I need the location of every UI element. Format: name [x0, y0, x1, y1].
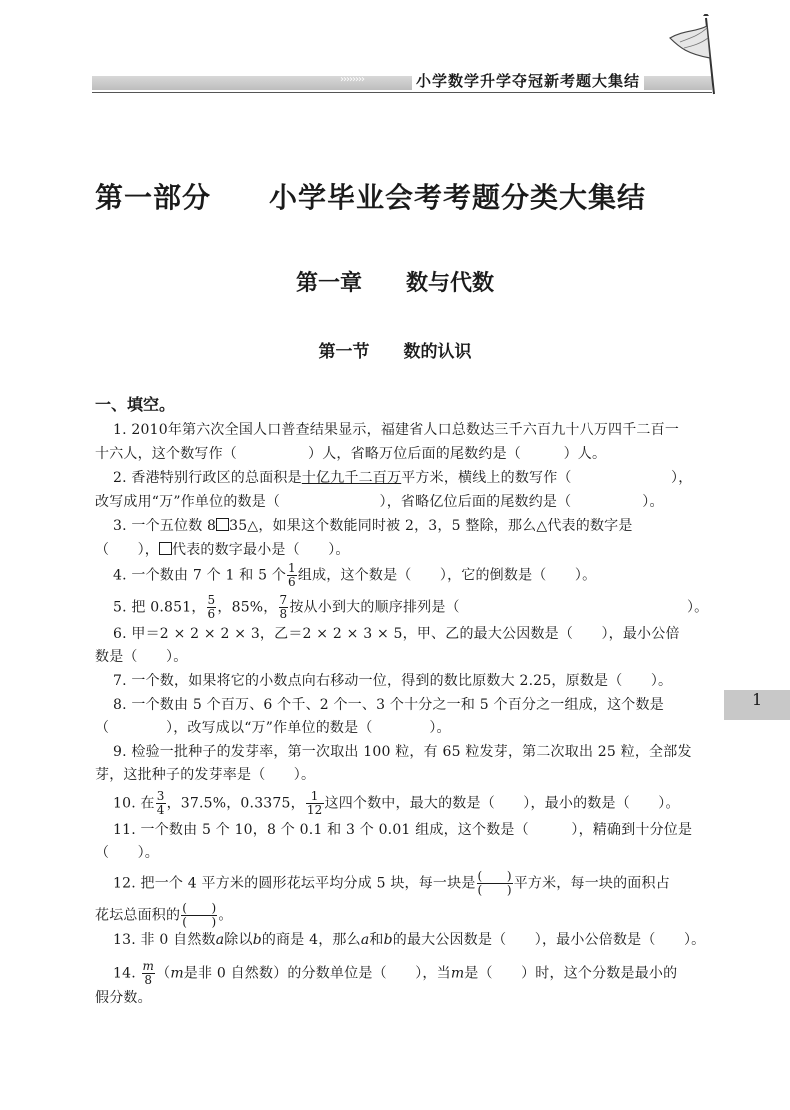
- question-2-line-2: 改写成用“万”作单位的数是（ ），省略亿位后面的尾数约是（ ）。: [95, 494, 664, 510]
- question-9-line-1: 9. 检验一批种子的发芽率，第一次取出 100 粒，有 65 粒发芽，第二次取出 25 粒，全部发: [113, 744, 692, 760]
- question-3-line-2: （ ）， 代表的数字最小是（ ）。: [95, 542, 350, 558]
- question-14-line-1: 14. $\frac{m}{8}$ （m是非 0 自然数）的分数单位是（ ），当m是（ ）时，这个分数是最小的: [113, 959, 678, 987]
- question-6-line-1: 6. 甲＝2 × 2 × 2 × 3，乙＝2 × 2 × 3 × 5，甲、乙的最大公因数是（ ），最小公倍: [113, 626, 680, 642]
- header-rule: [92, 92, 712, 93]
- fraction: $\frac{m}{8}$: [142, 959, 155, 987]
- blank-fraction: $\frac{( )}{( )}$: [477, 869, 512, 897]
- blank-fraction: $\frac{( )}{( )}$: [182, 901, 217, 929]
- page-number: 1: [752, 690, 763, 709]
- blank-box-icon: [159, 542, 172, 555]
- fraction: $\frac{1}{6}$: [288, 561, 296, 589]
- question-11-line-1: 11. 一个数由 5 个 10，8 个 0.1 和 3 个 0.01 组成，这个数是（ ），精确到十分位是: [113, 822, 693, 838]
- question-4: 4. 一个数由 7 个 1 和 5 个 $\frac{1}{6}$ 组成，这个数是（ ），它的倒数是（ ）。: [113, 561, 597, 589]
- question-1-line-1: 1. 2010年第六次全国人口普查结果显示，福建省人口总数达三千六百九十八万四千二百一: [113, 422, 680, 438]
- flag-icon: [660, 14, 722, 96]
- question-12-line-1: 12. 把一个 4 平方米的圆形花坛平均分成 5 块，每一块是 $\frac{( )}{( )}$ 平方米，每一块的面积占: [113, 869, 670, 897]
- fraction: $\frac{7}{8}$: [279, 593, 288, 621]
- question-3-line-1: 3. 一个五位数 8 35△，如果这个数能同时被 2，3，5 整除，那么△代表的数字是: [113, 518, 633, 534]
- part-title: 第一部分 小学毕业会考考题分类大集结: [95, 181, 647, 214]
- section-heading: 一、填空。: [95, 395, 176, 414]
- question-1-line-2: 十六人，这个数写作（ ）人，省略万位后面的尾数约是（ ）人。: [95, 446, 607, 462]
- underlined-number: 十亿九千二百万: [301, 470, 402, 486]
- blank-box-icon: [216, 518, 229, 531]
- question-7: 7. 一个数，如果将它的小数点向右移动一位，得到的数比原数大 2.25，原数是（ ）。: [113, 673, 673, 689]
- question-14-line-2: 假分数。: [95, 990, 152, 1006]
- question-2-line-1: 2. 香港特别行政区的总面积是十亿九千二百万平方米，横线上的数写作（ ），: [113, 470, 693, 486]
- section-title: 第一节 数的认识: [318, 342, 472, 362]
- chapter-title: 第一章 数与代数: [295, 271, 494, 296]
- question-6-line-2: 数是（ ）。: [95, 649, 188, 665]
- header-title: 小学数学升学夺冠新考题大集结: [412, 70, 644, 91]
- question-5: 5. 把 0.851， $\frac{5}{6}$ ，85%， $\frac{7}{8}$ 按从小到大的顺序排列是（ ）。: [113, 593, 709, 621]
- header-chevrons: ››››››››: [340, 74, 364, 85]
- question-11-line-2: （ ）。: [95, 845, 159, 861]
- question-10: 10. 在 $\frac{3}{4}$ ，37.5%，0.3375， $\frac{1}{12}$ 这四个数中，最大的数是（ ），最小的数是（ ）。: [113, 789, 680, 817]
- question-8-line-1: 8. 一个数由 5 个百万、6 个千、2 个一、3 个十分之一和 5 个百分之一组成，这个数是: [113, 697, 664, 713]
- question-9-line-2: 芽，这批种子的发芽率是（ ）。: [95, 767, 316, 783]
- question-13: 13. 非 0 自然数a除以b的商是 4，那么a和b的最大公因数是（ ），最小公倍数是（ ）。: [113, 932, 706, 948]
- fraction: $\frac{1}{12}$: [306, 789, 323, 817]
- question-12-line-2: 花坛总面积的 $\frac{( )}{( )}$ 。: [95, 901, 233, 929]
- fraction: $\frac{3}{4}$: [156, 789, 165, 817]
- fraction: $\frac{5}{6}$: [207, 593, 216, 621]
- question-8-line-2: （ ），改写成以“万”作单位的数是（ ）。: [95, 720, 451, 736]
